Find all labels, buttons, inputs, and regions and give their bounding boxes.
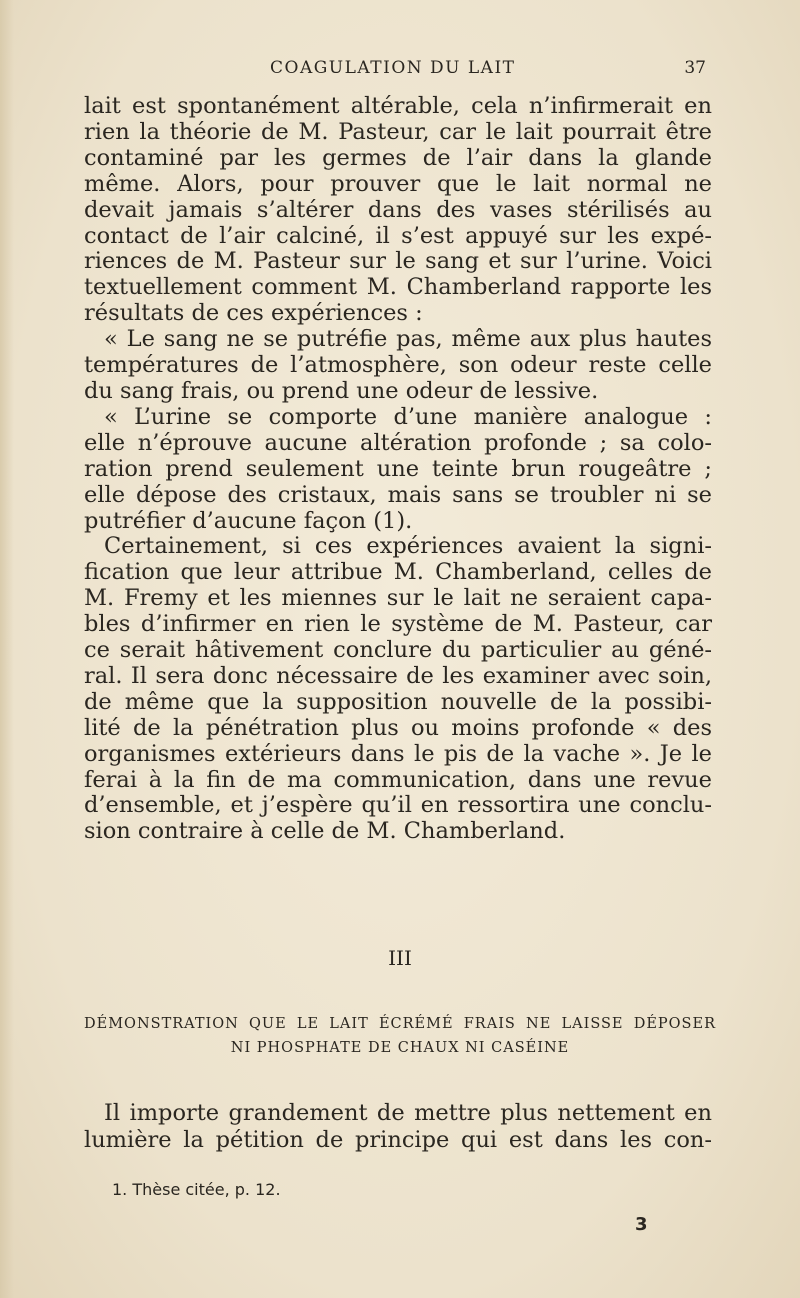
text-line: ferai à la fin de ma communication, dans une revue <box>84 766 712 793</box>
text-line: lumière la pétition de principe qui est dans les con- <box>84 1127 712 1153</box>
text-line: ce serait hâtivement conclure du particulier au géné- <box>84 637 712 664</box>
section-title-line: NI PHOSPHATE DE CHAUX NI CASÉINE <box>230 1040 570 1056</box>
section-number: III <box>388 946 412 970</box>
text-line: textuellement comment M. Chamberland rapporte les <box>84 274 712 301</box>
text-line: bles d’infirmer en rien le système de M. Pasteur, car <box>84 611 712 638</box>
footnote: 1. Thèse citée, p. 12. <box>112 1180 281 1199</box>
section-title-line: DÉMONSTRATION QUE LE LAIT ÉCRÉMÉ FRAIS NE LAISSE DÉPOSER <box>84 1016 716 1032</box>
body-text <box>84 94 712 845</box>
quote-line: températures de l’atmosphère, son odeur reste celle <box>84 352 712 379</box>
text-line: M. Fremy et les miennes sur le lait ne seraient capa- <box>84 585 712 612</box>
signature-mark: 3 <box>635 1214 648 1235</box>
quote-line: du sang frais, ou prend une odeur de lessive. <box>84 377 599 404</box>
quote-line: elle n’éprouve aucune altération profonde ; sa colo- <box>84 429 712 456</box>
quote-line: putréfier d’aucune façon (1). <box>84 507 413 534</box>
text-line: d’ensemble, et j’espère qu’il en ressortira une conclu- <box>84 792 712 819</box>
text-line: lait est spontanément altérable, cela n’infirmerait en <box>84 93 712 119</box>
text-line: contaminé par les germes de l’air dans la glande <box>84 144 712 171</box>
quote-line: elle dépose des cristaux, mais sans se troubler ni se <box>84 481 712 508</box>
text-line: ral. Il sera donc nécessaire de les examiner avec soin, <box>84 662 712 689</box>
quote-line: « L’urine se comporte d’une manière analogue : <box>104 403 712 430</box>
text-line: riences de M. Pasteur sur le sang et sur l’urine. Voici <box>84 248 712 275</box>
page-number: 37 <box>684 58 706 78</box>
text-line: fication que leur attribue M. Chamberland, celles de <box>84 559 712 586</box>
text-line: même. Alors, pour prouver que le lait normal ne <box>84 170 712 197</box>
text-line: résultats de ces expériences : <box>84 300 423 327</box>
text-line: organismes extérieurs dans le pis de la vache ». Je le <box>84 740 712 767</box>
text-line: lité de la pénétration plus ou moins profonde « des <box>84 714 712 741</box>
running-header <box>84 54 716 82</box>
text-line: rien la théorie de M. Pasteur, car le lait pourrait être <box>84 118 712 145</box>
text-line: de même que la supposition nouvelle de la possibi- <box>84 688 712 715</box>
text-line: contact de l’air calciné, il s’est appuyé sur les expé- <box>84 222 712 249</box>
quote-line: ration prend seulement une teinte brun rougeâtre ; <box>84 455 712 482</box>
page-edge-shadow <box>0 0 14 1298</box>
text-line: Certainement, si ces expériences avaient la signi- <box>104 533 712 560</box>
text-line: Il importe grandement de mettre plus nettement en <box>104 1100 712 1126</box>
running-title: COAGULATION DU LAIT <box>270 58 516 78</box>
section-body-text <box>84 1100 712 1154</box>
quote-line: « Le sang ne se putréfie pas, même aux plus hautes <box>104 326 712 353</box>
text-line: sion contraire à celle de M. Chamberland. <box>84 818 566 845</box>
section-title <box>84 1012 716 1060</box>
text-line: devait jamais s’altérer dans des vases stérilisés au <box>84 196 712 223</box>
